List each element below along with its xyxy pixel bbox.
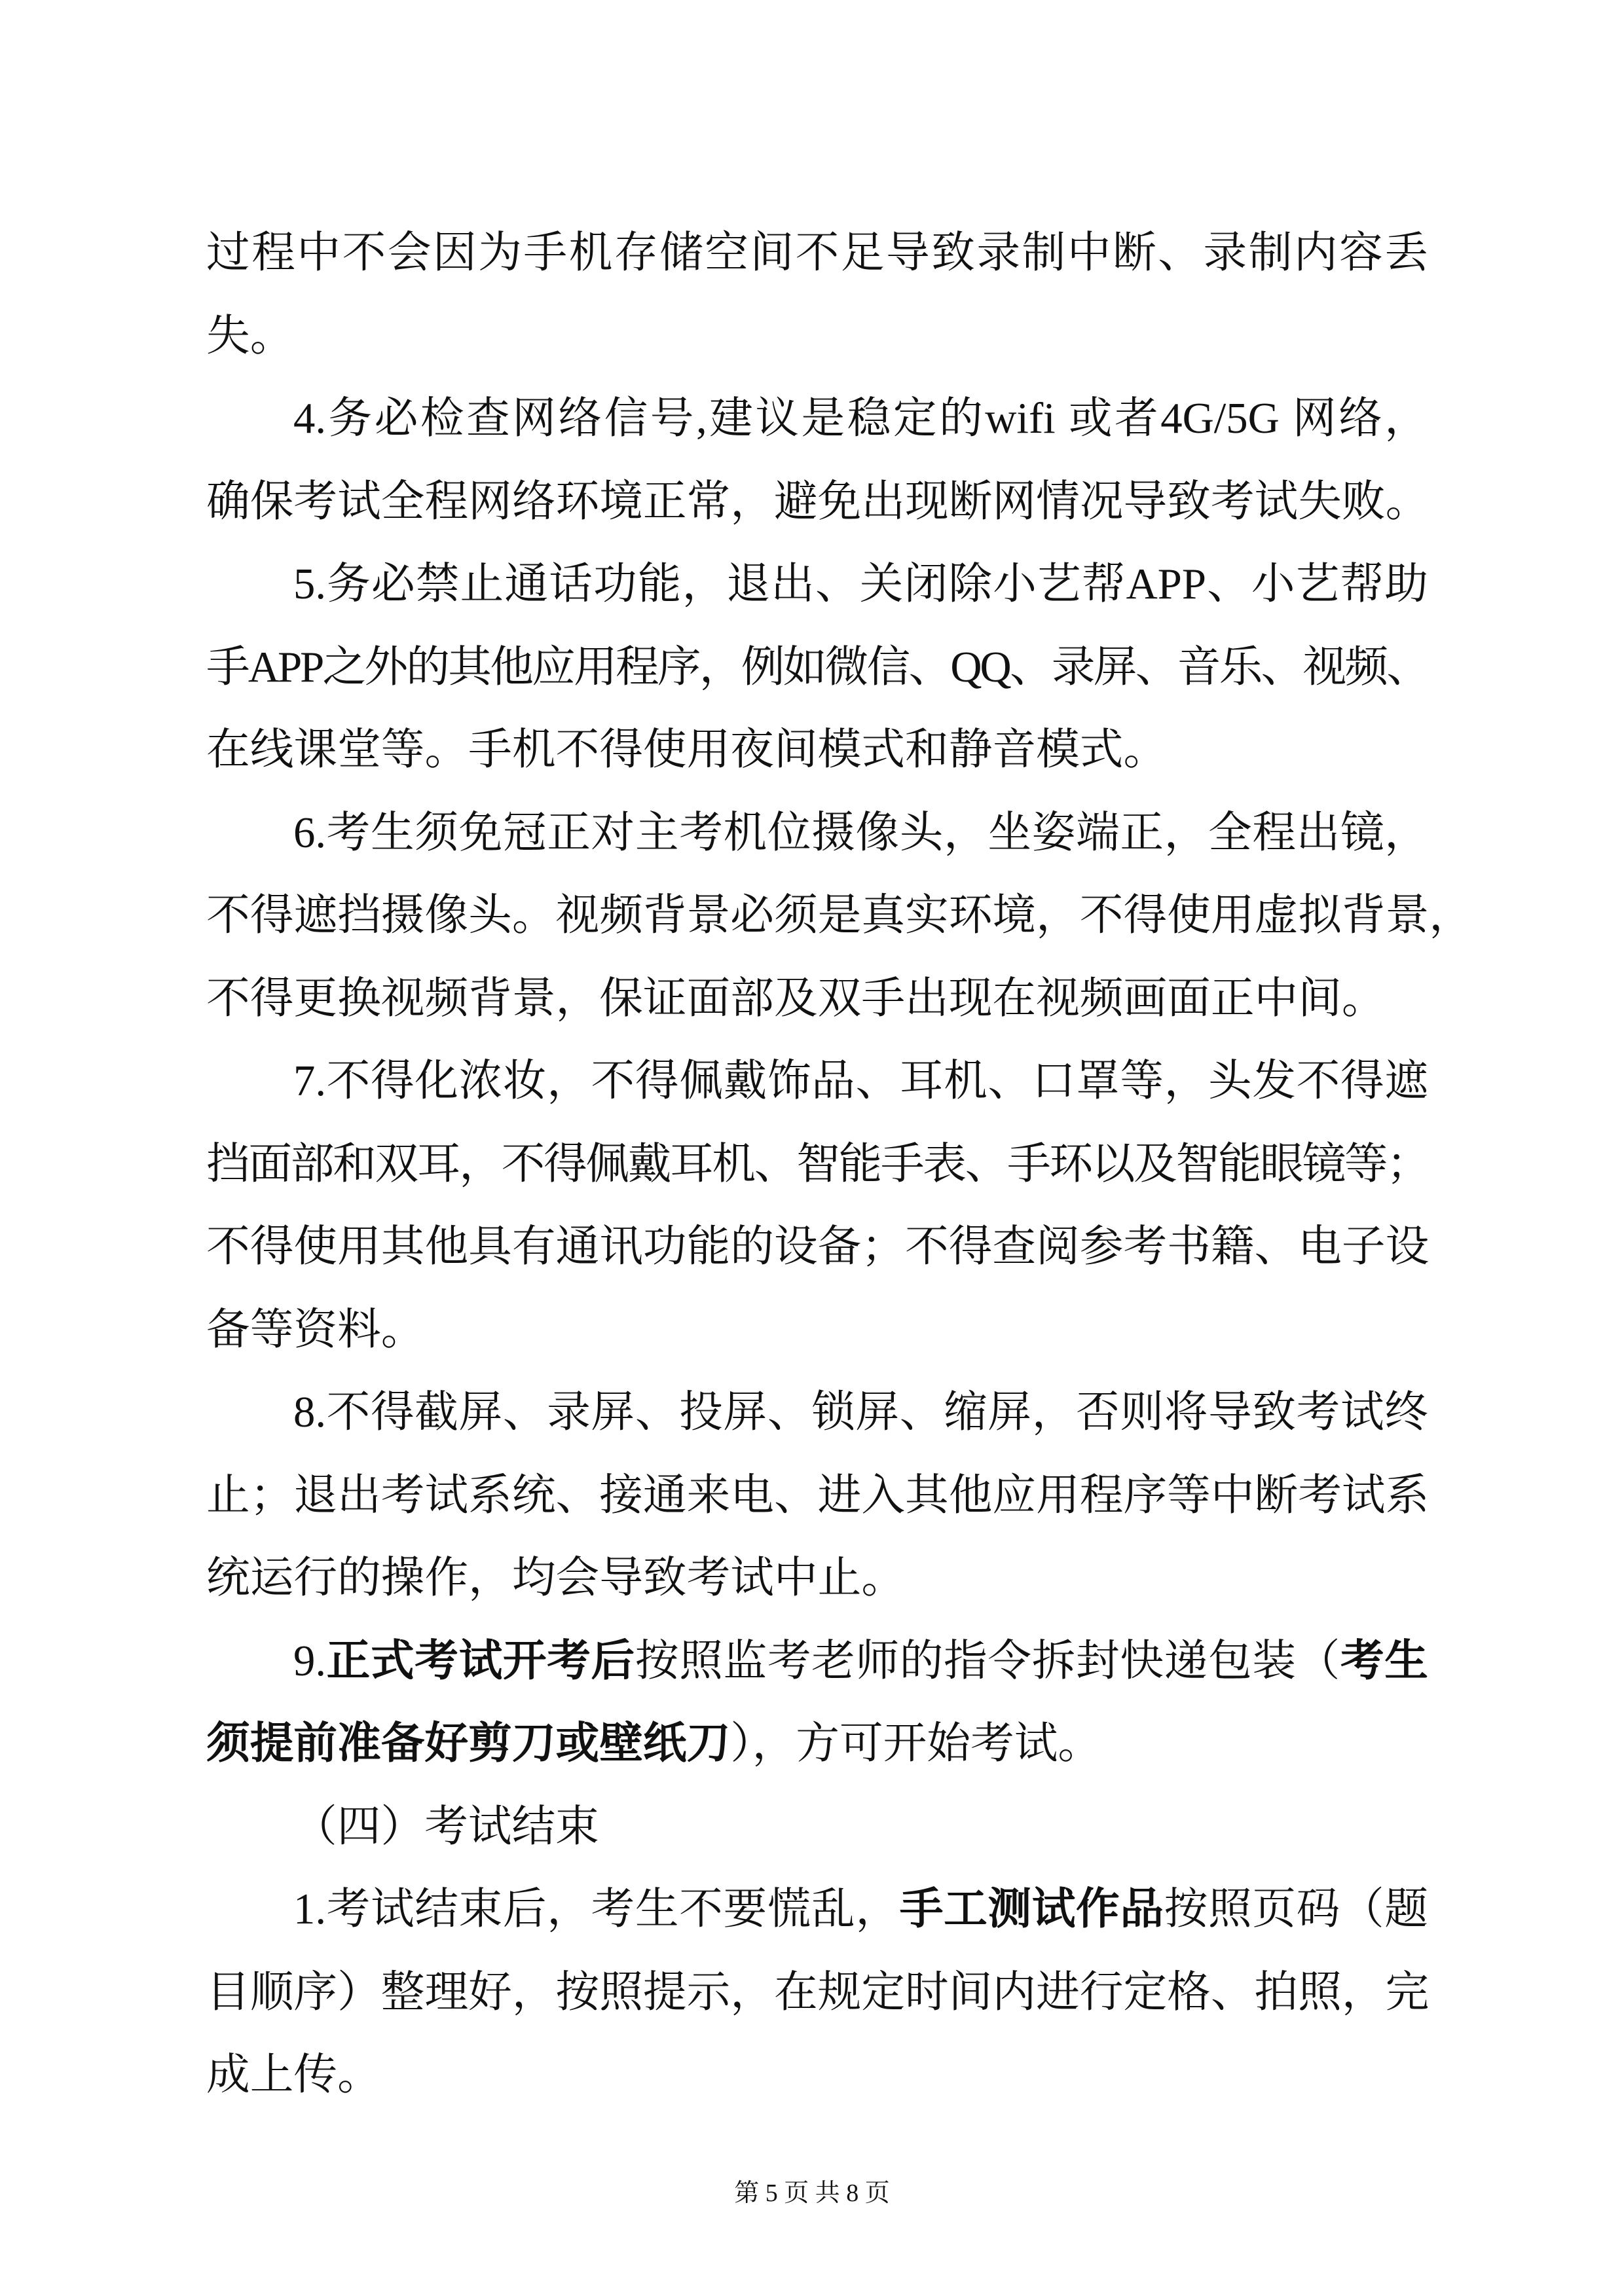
text-line: 6.考生须免冠正对主考机位摄像头，坐姿端正，全程出镜， (293, 809, 1428, 857)
emphasis-text: 考生 (1340, 1637, 1428, 1685)
paragraph-item-9 (206, 1620, 1428, 1786)
text-line: 确保考试全程网络环境正常，避免出现断网情况导致考试失败。 (206, 477, 1430, 526)
text-line: 过程中不会因为手机存储空间不足导致录制中断、录制内容丢 (206, 229, 1428, 277)
paragraph-end-item-1 (206, 1868, 1428, 2117)
text-line: 止；退出考试系统、接通来电、进入其他应用程序等中断考试系 (206, 1471, 1430, 1520)
paragraph-item-5 (206, 543, 1428, 792)
text-line (206, 1868, 1428, 1952)
text-line: 失。 (206, 312, 294, 360)
paragraph-item-7 (206, 1040, 1428, 1372)
section-heading (206, 1786, 1428, 1869)
text-segment: 按照监考老师的指令拆封快递包装（ (635, 1637, 1340, 1685)
footer-label: 页 (864, 2179, 890, 2207)
emphasis-text: 须提前准备好剪刀或壁纸刀 (206, 1720, 731, 1768)
text-line: 在线课堂等。手机不得使用夜间模式和静音模式。 (206, 726, 1168, 774)
footer-label: 页 (784, 2179, 809, 2207)
text-line: 4.务必检查网络信号,建议是稳定的wifi 或者4G/5G 网络， (293, 395, 1428, 443)
text-line (206, 1703, 1428, 1786)
text-line: 不得使用其他具有通讯功能的设备；不得查阅参考书籍、电子设 (206, 1223, 1430, 1271)
text-line: 手APP之外的其他应用程序，例如微信、QQ、录屏、音乐、视频、 (206, 643, 1428, 691)
text-line: 目顺序）整理好，按照提示，在规定时间内进行定格、拍照，完 (206, 1968, 1430, 2016)
text-segment: 1.考试结束后，考生不要慌乱， (293, 1886, 900, 1933)
text-line: 不得遮挡摄像头。视频背景必须是真实环境，不得使用虚拟背景， (206, 892, 1473, 939)
paragraph-item-4 (206, 378, 1428, 543)
paragraph-continued (206, 212, 1428, 378)
text-line: 5.务必禁止通话功能，退出、关闭除小艺帮APP、小艺帮助 (293, 560, 1428, 608)
paragraph-item-8 (206, 1372, 1428, 1620)
text-line: 挡面部和双耳，不得佩戴耳机、智能手表、手环以及智能眼镜等； (206, 1140, 1428, 1188)
current-page-number: 5 (765, 2179, 778, 2207)
total-pages-number: 8 (846, 2179, 859, 2207)
footer-label: 第 (734, 2179, 760, 2207)
footer-label: 共 (815, 2179, 840, 2207)
text-segment: ），方可开始考试。 (730, 1720, 1102, 1768)
text-line: 7.不得化浓妆，不得佩戴饰品、耳机、口罩等，头发不得遮 (293, 1057, 1428, 1105)
page-footer (0, 2177, 1624, 2210)
text-segment: 按照页码（题 (1164, 1886, 1428, 1933)
item-number: 9. (293, 1637, 327, 1685)
document-body (206, 212, 1473, 2117)
text-line: 不得更换视频背景，保证面部及双手出现在视频画面正中间。 (206, 974, 1386, 1023)
paragraph-item-6 (206, 792, 1473, 1041)
emphasis-text: 手工测试作品 (899, 1886, 1164, 1933)
text-line (206, 1620, 1428, 1704)
text-line: 备等资料。 (206, 1305, 425, 1354)
text-line: 成上传。 (206, 2051, 381, 2099)
section-title: （四）考试结束 (293, 1802, 599, 1851)
emphasis-text: 正式考试开考后 (326, 1637, 635, 1685)
text-line: 8.不得截屏、录屏、投屏、锁屏、缩屏，否则将导致考试终 (293, 1389, 1428, 1436)
text-line: 统运行的操作，均会导致考试中止。 (206, 1554, 906, 1602)
